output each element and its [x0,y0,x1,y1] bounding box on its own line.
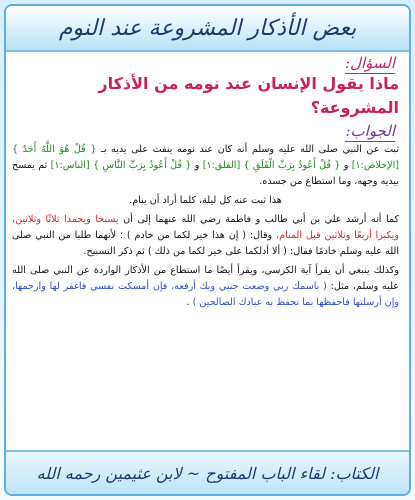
answer-body [6,140,409,311]
answer-label: الجواب: [345,122,395,140]
sleep-dua: ( باسمك ربي وضعت جنبي وبك أرفعه، فإن أمسكت نفسي فاغفر لها وارحمها، وإن أرسلتها فاحفظها بما تحفظ به عبادك الصالحين ) [12,281,399,308]
verse-ikhlas: { قُلْ هُوَ اللَّهُ أَحَدٌ } [الإخلاص:١] [12,144,399,171]
tasbih-instruction: يسبحا ويحمدا ثلاثًا وثلاثين، ويكبرا أربعًا وثلاثين قبل المنام، [12,214,399,241]
answer-paragraph-1: ثبت عن النبي صلى الله عليه وسلم أنه كان عند نومه ينفث على يديه بـ { قُلْ هُوَ اللَّهُ أَحَدٌ } [الإخلاص:١] و { قُلْ أَعُوذُ بِرَبِّ الْفَلَقِ } [الفلق:١] و { قُلْ أَعُوذُ بِرَبِّ النَّاسِ } [الناس:١] ثم يمسح بيديه وجهه، وما استطاع من جسده. [12,144,399,187]
verse-nas: { قُلْ أَعُوذُ بِرَبِّ النَّاسِ } [الناس:١] [50,160,192,171]
verse-falaq: { قُلْ أَعُوذُ بِرَبِّ الْفَلَقِ } [الفلق:١] [202,160,341,171]
question-label: السؤال: [345,54,395,72]
content-frame [4,4,411,496]
question-text: ماذا يقول الإنسان عند نومه من الأذكار المشروعة؟ [98,74,399,117]
source-text: الكتاب: لقاء الباب المفتوح ~ لابن عثيمين رحمه الله [36,463,379,483]
header-banner [6,6,409,52]
answer-paragraph-2: هذا ثبت عنه كل ليلة، كلما أراد أن ينام. [129,195,282,206]
answer-paragraph-3: كما أنه أرشد علي بن أبي طالب و فاطمة رضي الله عنهما إلى أن يسبحا ويحمدا ثلاثًا وثلاثين، ويكبرا أربعًا وثلاثين قبل المنام، وقال: ( إن هذا خير لكما من خادم ) ؛ لأنهما طلبا من النبي صلى الله عليه وسلم خادمًا فقال: ( ألا أدلكما على خير لكما من ذلك ) ثم ذكر التسبيح. [12,214,399,257]
page-title: بعض الأذكار المشروعة عند النوم [58,15,357,41]
answer-paragraph-4: وكذلك ينبغي أن يقرأ آية الكرسي، ويقرأ أيضًا ما استطاع من الأذكار الواردة عن النبي صلى الله عليه وسلم، مثل: ( باسمك ربي وضعت جنبي وبك أرفعه، فإن أمسكت نفسي فاغفر لها وارحمها، وإن أرسلتها فاحفظها بما تحفظ به عبادك الصالحين ) . [12,265,399,308]
source-footer [6,450,409,494]
